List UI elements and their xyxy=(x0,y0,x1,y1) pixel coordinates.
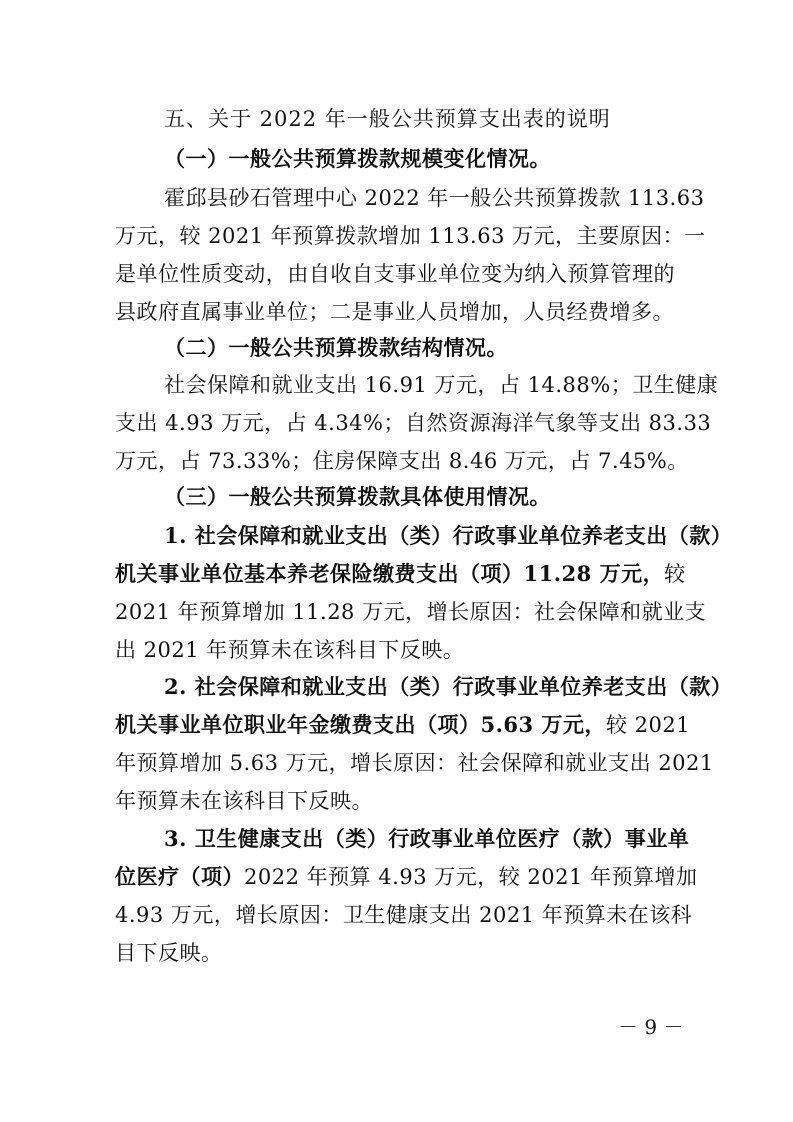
item2-line-4: 年预算未在该科目下反映。 xyxy=(115,789,373,813)
sub2-line-1: 社会保障和就业支出 16.91 万元，占 14.88%；卫生健康 xyxy=(164,373,719,397)
item2-line-2-bold: 机关事业单位职业年金缴费支出（项）5.63 万元， xyxy=(115,712,606,737)
item1-line-2 xyxy=(115,559,686,589)
item3-line-3: 4.93 万元，增长原因：卫生健康支出 2021 年预算未在该科 xyxy=(115,903,693,927)
sub3-heading: （三）一般公共预算拨款具体使用情况。 xyxy=(164,484,551,509)
item1-line-3: 2021 年预算增加 11.28 万元，增长原因：社会保障和就业支 xyxy=(115,600,707,624)
sub1-line-1: 霍邱县砂石管理中心 2022 年一般公共预算拨款 113.63 xyxy=(164,186,705,210)
item1-line-2-bold: 机关事业单位基本养老保险缴费支出（项）11.28 万元， xyxy=(115,561,665,586)
sub1-line-4: 县政府直属事业单位；二是事业人员增加，人员经费增多。 xyxy=(115,300,674,324)
item2-line-3: 年预算增加 5.63 万元，增长原因：社会保障和就业支出 2021 xyxy=(115,751,714,775)
sub2-line-2: 支出 4.93 万元，占 4.34%；自然资源海洋气象等支出 83.33 xyxy=(115,411,712,435)
item2-line-2 xyxy=(115,710,691,740)
sub2-line-3: 万元，占 73.33%；住房保障支出 8.46 万元，占 7.45%。 xyxy=(115,449,689,473)
item3-line-1: 3. 卫生健康支出（类）行政事业单位医疗（款）事业单 xyxy=(164,826,690,851)
sub1-heading: （一）一般公共预算拨款规模变化情况。 xyxy=(164,146,551,171)
item2-line-1: 2. 社会保障和就业支出（类）行政事业单位养老支出（款） xyxy=(164,674,733,699)
section-title: 五、关于 2022 年一般公共预算支出表的说明 xyxy=(164,107,611,131)
item2-line-2-normal: 较 2021 xyxy=(605,713,691,737)
item3-line-2 xyxy=(115,862,698,892)
sub2-heading: （二）一般公共预算拨款结构情况。 xyxy=(164,335,508,360)
item3-line-2-bold: 位医疗（项） xyxy=(115,864,244,889)
item1-line-4: 出 2021 年预算未在该科目下反映。 xyxy=(115,638,465,662)
item1-line-1: 1. 社会保障和就业支出（类）行政事业单位养老支出（款） xyxy=(164,523,733,548)
sub1-line-2: 万元，较 2021 年预算拨款增加 113.63 万元，主要原因：一 xyxy=(115,224,706,248)
sub1-line-3: 是单位性质变动，由自收自支事业单位变为纳入预算管理的 xyxy=(115,262,675,286)
item3-line-4: 目下反映。 xyxy=(115,941,223,965)
item3-line-2-normal: 2022 年预算 4.93 万元，较 2021 年预算增加 xyxy=(244,865,698,889)
item1-line-2-normal: 较 xyxy=(664,562,686,586)
page-number: － 9 － xyxy=(618,1015,684,1039)
